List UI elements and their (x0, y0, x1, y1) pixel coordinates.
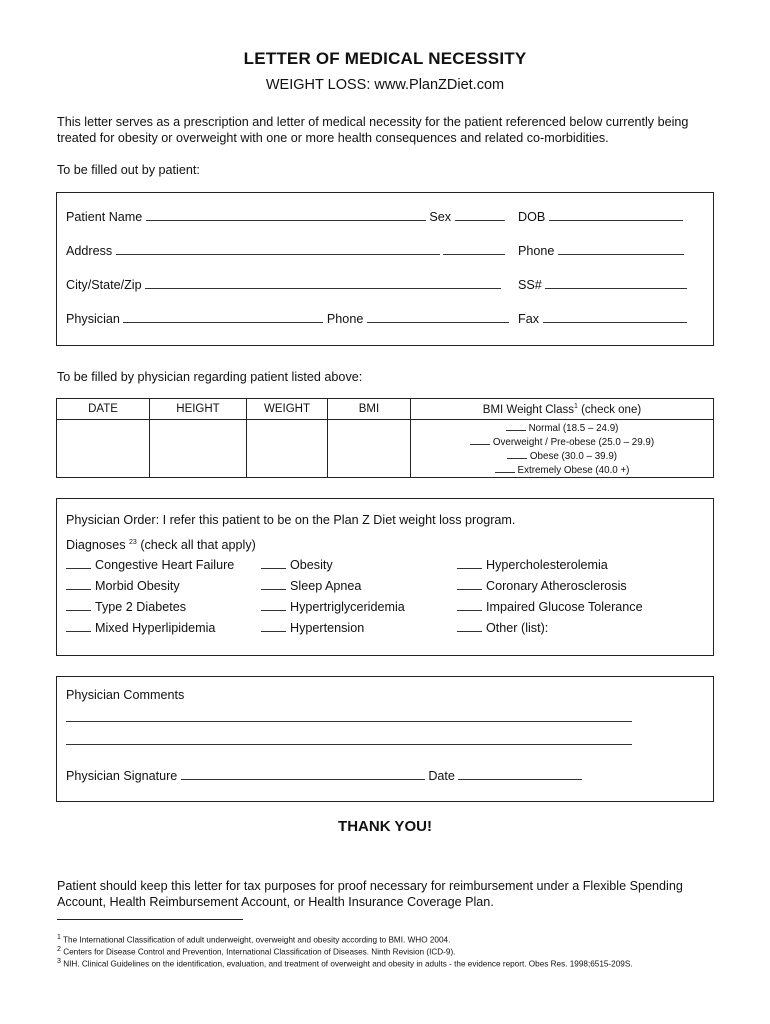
diagnosis-option[interactable] (457, 558, 608, 572)
bmi-class-label: Obese (30.0 – 39.9) (529, 450, 618, 462)
bmi-class-header-hint: (check one) (581, 403, 642, 416)
bmi-class-header-text: BMI Weight Class (482, 403, 574, 416)
bmi-class-options (411, 420, 714, 478)
bmi-class-header (411, 399, 714, 420)
phone-field[interactable] (558, 242, 684, 255)
diagnosis-label: Mixed Hyperlipidemia (95, 621, 216, 635)
diagnoses-hint: (check all that apply) (140, 538, 256, 552)
diagnosis-option[interactable] (457, 600, 643, 614)
diagnosis-option[interactable] (66, 579, 180, 593)
footnote-number: 3 (57, 958, 61, 965)
bmi-class-footnote-ref: 1 (573, 402, 578, 410)
footnote-text: NIH. Clinical Guidelines on the identification, evaluation, and treatment of overweight and obesity in adults - the evidence report. Obes Res. 1998;6515-209S. (63, 959, 633, 969)
fax-label: Fax (518, 312, 539, 326)
diagnosis-label: Coronary Atherosclerosis (486, 579, 627, 593)
patient-section-label: To be filled out by patient: (57, 163, 200, 177)
diagnosis-option[interactable] (66, 600, 186, 614)
weight-header: WEIGHT (247, 399, 328, 420)
comments-line-2[interactable] (66, 744, 632, 745)
diagnosis-label: Morbid Obesity (95, 579, 180, 593)
bmi-class-label: Overweight / Pre-obese (25.0 – 29.9) (492, 436, 655, 448)
footnote-divider (57, 919, 243, 920)
physician-section-label: To be filled by physician regarding patient listed above: (57, 370, 363, 384)
address-label: Address (66, 244, 113, 258)
thank-you-heading: THANK YOU! (338, 818, 432, 835)
physician-field[interactable] (123, 310, 323, 323)
bmi-class-option[interactable] (411, 463, 713, 477)
dob-label: DOB (518, 210, 546, 224)
diagnosis-label: Other (list): (486, 621, 549, 635)
page-subtitle: WEIGHT LOSS: www.PlanZDiet.com (265, 77, 505, 93)
bmi-header: BMI (328, 399, 411, 420)
diagnosis-option[interactable] (66, 621, 215, 635)
diagnosis-label: Type 2 Diabetes (95, 600, 187, 614)
fax-field[interactable] (543, 310, 687, 323)
diagnosis-label: Impaired Glucose Tolerance (486, 600, 643, 614)
diagnosis-option[interactable] (457, 621, 548, 635)
address-field-2[interactable] (443, 242, 505, 255)
sex-label: Sex (429, 210, 452, 224)
phone-row (518, 242, 684, 258)
diagnosis-option[interactable] (66, 558, 234, 572)
ssn-field[interactable] (545, 276, 687, 289)
patient-name-label: Patient Name (66, 210, 143, 224)
city-field[interactable] (145, 276, 501, 289)
bmi-class-option[interactable] (411, 449, 713, 463)
diagnosis-option[interactable] (261, 579, 361, 593)
diagnosis-option[interactable] (457, 579, 627, 593)
bmi-class-option[interactable] (411, 421, 713, 435)
physician-phone-field[interactable] (367, 310, 509, 323)
bmi-cell[interactable] (328, 420, 411, 478)
address-row (66, 242, 505, 258)
physician-row (66, 310, 509, 326)
footnote-2 (57, 946, 455, 957)
weight-cell[interactable] (247, 420, 328, 478)
phone-label: Phone (518, 244, 555, 258)
height-cell[interactable] (150, 420, 247, 478)
footnote-number: 2 (57, 946, 61, 953)
page-title: LETTER OF MEDICAL NECESSITY (243, 49, 527, 68)
diagnosis-label: Hypertension (290, 621, 365, 635)
patient-name-row (66, 208, 505, 224)
city-label: City/State/Zip (66, 278, 142, 292)
date-cell[interactable] (57, 420, 150, 478)
footnote-text: The International Classification of adult underweight, overweight and obesity according to BMI. WHO 2004. (63, 935, 451, 945)
sex-field[interactable] (455, 208, 505, 221)
diagnosis-option[interactable] (261, 621, 364, 635)
signature-field[interactable] (181, 767, 425, 780)
bmi-class-option[interactable] (411, 435, 713, 449)
comments-line-1[interactable] (66, 721, 632, 722)
address-field[interactable] (116, 242, 440, 255)
diagnosis-label: Hypertriglyceridemia (290, 600, 405, 614)
physician-label: Physician (66, 312, 120, 326)
diagnosis-option[interactable] (261, 558, 333, 572)
physician-phone-label: Phone (326, 312, 364, 326)
ssn-row (518, 276, 687, 292)
signature-row (66, 767, 582, 783)
diagnosis-label: Congestive Heart Failure (95, 558, 235, 572)
footer-note: Patient should keep this letter for tax purposes for proof necessary for reimbursement under a Flexible Spending Account, Health Reimbursement Account, or Health Insurance Coverage Plan. (57, 879, 683, 909)
footnote-number: 1 (57, 934, 61, 941)
diagnosis-label: Hypercholesterolemia (486, 558, 608, 572)
signature-date-label: Date (428, 769, 455, 783)
ssn-label: SS# (518, 278, 542, 292)
physician-order-text: Physician Order: I refer this patient to be on the Plan Z Diet weight loss program. (66, 513, 516, 527)
footnote-text: Centers for Disease Control and Prevention, International Classification of Diseases. Ninth Revision (ICD-9). (63, 947, 456, 957)
bmi-table (56, 398, 714, 478)
signature-date-field[interactable] (458, 767, 582, 780)
diagnosis-label: Sleep Apnea (290, 579, 362, 593)
signature-label: Physician Signature (66, 769, 178, 783)
comments-label: Physician Comments (66, 688, 185, 702)
city-row (66, 276, 501, 292)
diagnosis-option[interactable] (261, 600, 405, 614)
diagnoses-footnote-ref: 23 (129, 538, 137, 546)
dob-field[interactable] (549, 208, 683, 221)
bmi-class-label: Extremely Obese (40.0 +) (517, 464, 630, 476)
fax-row (518, 310, 687, 326)
dob-row (518, 208, 683, 224)
footnote-3 (57, 958, 633, 969)
diagnosis-label: Obesity (290, 558, 333, 572)
height-header: HEIGHT (150, 399, 247, 420)
intro-paragraph: This letter serves as a prescription and letter of medical necessity for the patient referenced below currently being treated for obesity or overweight with one or more health consequences and related co-morbidities. (57, 115, 689, 145)
patient-name-field[interactable] (146, 208, 426, 221)
footnote-1 (57, 934, 450, 945)
bmi-class-label: Normal (18.5 – 24.9) (528, 422, 619, 434)
diagnoses-label-row (66, 538, 256, 552)
date-header: DATE (57, 399, 150, 420)
diagnoses-label: Diagnoses (66, 538, 126, 552)
